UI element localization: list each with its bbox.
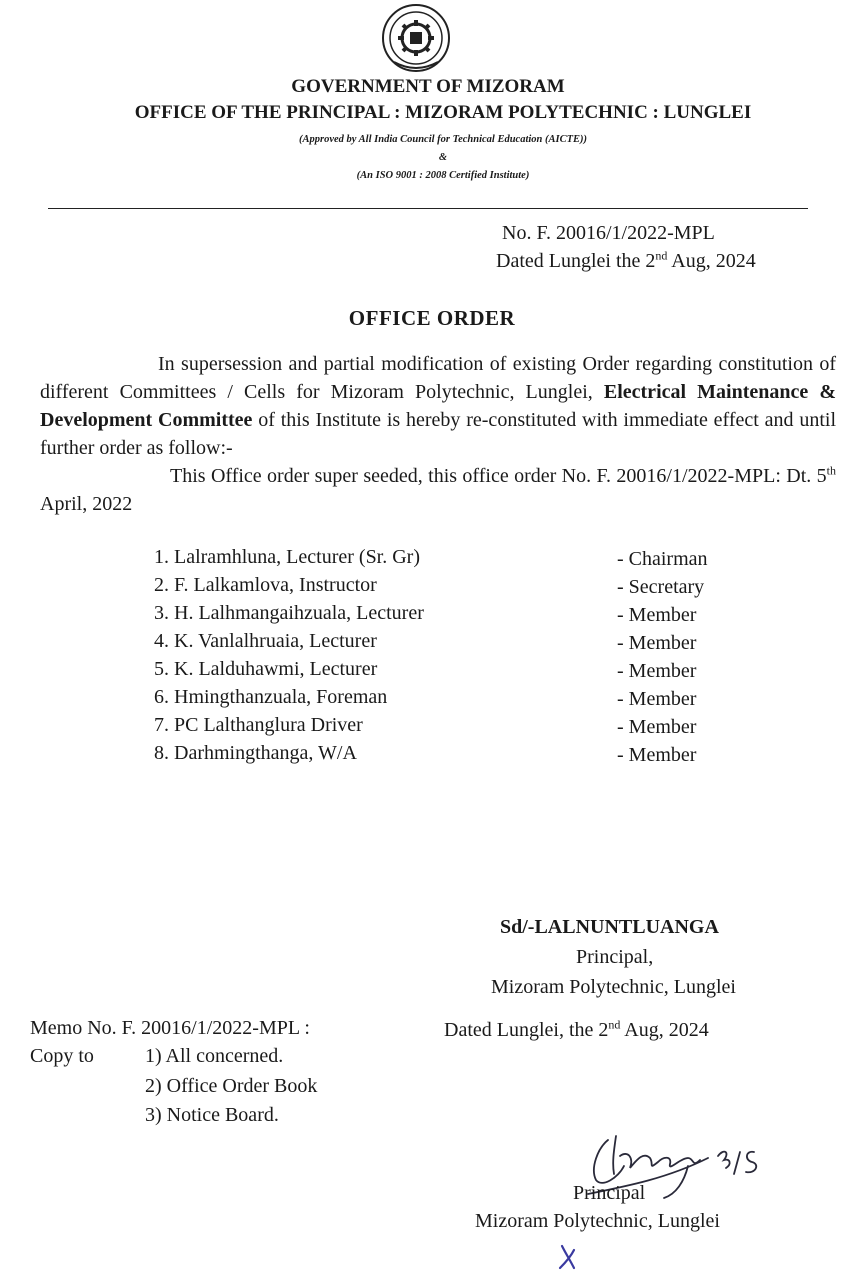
document-title: OFFICE ORDER (348, 306, 516, 330)
member-name: 2. F. Lalkamlova, Instructor (154, 574, 377, 596)
aicte-approval-note: (Approved by All India Council for Technical Education (AICTE)) (299, 134, 587, 145)
order-date: Dated Lunglei the 2nd Aug, 2024 (496, 248, 756, 272)
copy-recipient: 3) Notice Board. (145, 1104, 279, 1126)
member-name: 4. K. Vanlalhruaia, Lecturer (154, 630, 377, 652)
member-role: - Member (617, 716, 697, 738)
member-role: - Member (617, 604, 697, 626)
member-name: 5. K. Lalduhawmi, Lecturer (154, 658, 378, 680)
member-role: - Secretary (617, 576, 705, 598)
member-name: 3. H. Lalhmangaihzuala, Lecturer (154, 602, 424, 624)
member-role: - Member (617, 632, 697, 654)
reference-number: No. F. 20016/1/2022-MPL (502, 222, 715, 244)
iso-certification-note: (An ISO 9001 : 2008 Certified Institute) (356, 170, 530, 181)
order-paragraph-1: In supersession and partial modification of existing Order regarding constitution of different Committees / Cells for Mizoram Polytechnic, Lunglei, Electrical Maintenance & Development Committee of this Institute is hereby re-constituted with immediate effect and until further order as follow:- (40, 353, 837, 459)
memo-date: Dated Lunglei, the 2nd Aug, 2024 (444, 1017, 709, 1041)
footer-signatory-institution: Mizoram Polytechnic, Lunglei (475, 1210, 720, 1232)
committee-name: Electrical Maintenance & Development Committee (40, 381, 837, 431)
institute-emblem-icon (380, 2, 452, 74)
footer-signatory-title: Principal (573, 1182, 646, 1204)
ampersand-note: & (438, 152, 448, 163)
signatory-title: Principal, (576, 946, 654, 968)
government-heading: GOVERNMENT OF MIZORAM (291, 76, 565, 97)
copy-recipient: 1) All concerned. (145, 1045, 284, 1067)
order-paragraph-2: This Office order super seeded, this office order No. F. 20016/1/2022-MPL: Dt. 5th April, 2022 (40, 463, 836, 515)
member-role: - Member (617, 660, 697, 682)
member-name: 6. Hmingthanzuala, Foreman (154, 686, 388, 708)
member-role: - Member (617, 744, 697, 766)
initial-mark (552, 1242, 584, 1272)
member-name: 8. Darhmingthanga, W/A (154, 742, 357, 764)
header-divider (48, 208, 808, 209)
member-name: 7. PC Lalthanglura Driver (154, 714, 363, 736)
memo-number: Memo No. F. 20016/1/2022-MPL : (30, 1017, 310, 1039)
member-role: - Chairman (617, 548, 708, 570)
signatory-name: Sd/-LALNUNTLUANGA (500, 916, 719, 938)
copy-recipient: 2) Office Order Book (145, 1075, 318, 1097)
office-heading: OFFICE OF THE PRINCIPAL : MIZORAM POLYTECHNIC : LUNGLEI (134, 102, 752, 123)
member-role: - Member (617, 688, 697, 710)
signatory-institution: Mizoram Polytechnic, Lunglei (491, 976, 736, 998)
copy-to-label: Copy to (30, 1045, 94, 1067)
member-name: 1. Lalramhluna, Lecturer (Sr. Gr) (154, 546, 421, 568)
